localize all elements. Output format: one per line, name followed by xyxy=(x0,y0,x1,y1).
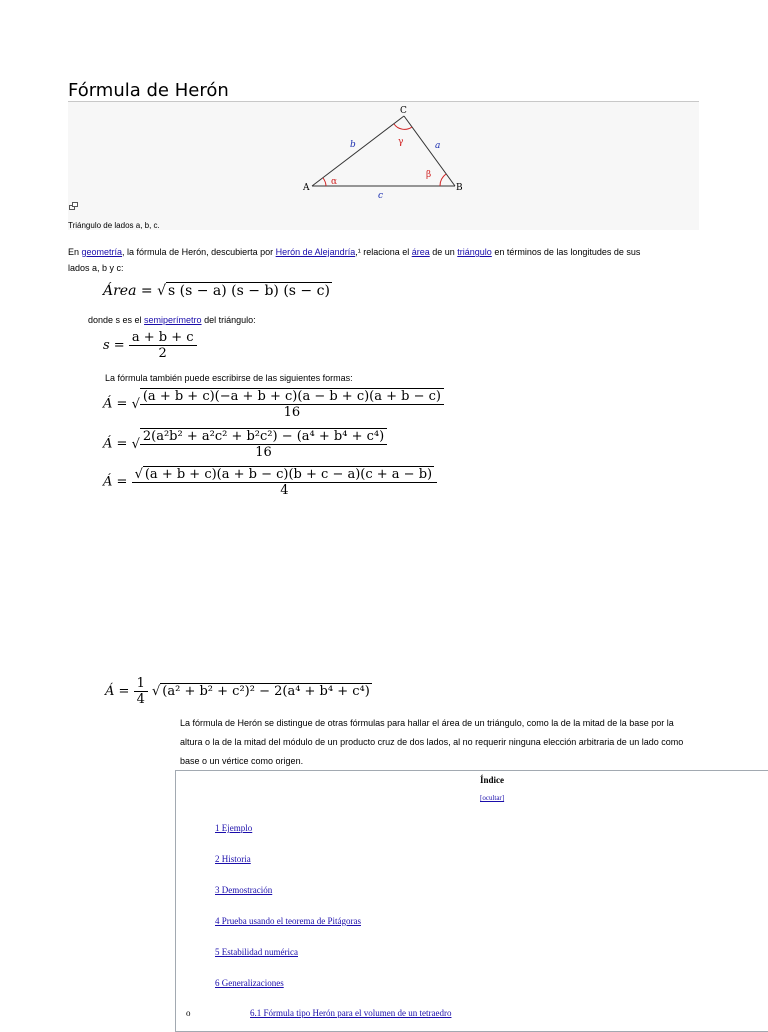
toc-item-3[interactable]: 3 Demostración xyxy=(215,885,273,895)
toc-subitem-6-1[interactable]: 6.1 Fórmula tipo Herón para el volumen de un tetraedro xyxy=(250,1008,452,1018)
donde-text: del triángulo: xyxy=(201,315,256,325)
toc-item-1[interactable]: 1 Ejemplo xyxy=(215,823,253,833)
numerator: (a + b + c)(−a + b + c)(a − b + c)(a + b − c) xyxy=(140,388,444,404)
formula-semiperimeter xyxy=(103,330,197,361)
formula-radicand: (a² + b² + c²)² − 2(a⁴ + b⁴ + c⁴) xyxy=(162,684,370,699)
sqrt-sign: √ xyxy=(157,283,166,299)
vertex-b-label: B xyxy=(456,183,463,193)
intro-text: en términos de las longitudes de sus xyxy=(491,247,641,257)
sqrt-sign: √ xyxy=(131,436,140,452)
intro-paragraph xyxy=(68,244,708,276)
toc-item-6[interactable]: 6 Generalizaciones xyxy=(215,978,284,988)
donde-paragraph xyxy=(88,312,256,328)
denominator: 16 xyxy=(140,444,387,460)
intro-text: , la fórmula de Herón, descubierta por xyxy=(122,247,276,257)
table-of-contents xyxy=(175,770,768,1032)
vertex-a-label: A xyxy=(303,183,310,193)
link-heron[interactable]: Herón de Alejandría xyxy=(275,247,356,257)
alpha-label: α xyxy=(331,177,338,187)
formula-lhs: Á = xyxy=(103,474,128,490)
sqrt-sign: √ xyxy=(131,396,140,412)
toc-toggle-link[interactable]: [ocultar] xyxy=(480,794,505,802)
formula-radicand: s (s − a) (s − b) (s − c) xyxy=(168,283,330,299)
distinction-line: altura o la de la mitad del módulo de un producto cruz de dos lados, al no requerir ninguna elección arbitraria de un lado como xyxy=(180,737,684,747)
toc-item-2[interactable]: 2 Historia xyxy=(215,854,251,864)
fraction xyxy=(140,428,387,460)
distinction-paragraph xyxy=(180,714,740,771)
formula-lhs: Área = xyxy=(103,283,153,299)
denominator: 4 xyxy=(132,482,438,498)
formula-lhs: Á = xyxy=(105,684,130,699)
side-b-label: b xyxy=(350,140,356,150)
toc-title: Índice xyxy=(480,775,505,785)
link-triangulo[interactable]: triángulo xyxy=(457,247,492,257)
fraction xyxy=(132,466,438,498)
link-geometria[interactable]: geometría xyxy=(81,247,123,257)
vertex-c-label: C xyxy=(400,106,407,116)
gamma-label: γ xyxy=(398,137,404,147)
fraction xyxy=(134,676,148,707)
formula-lhs: Á = xyxy=(103,396,128,412)
forms-intro: La fórmula también puede escribirse de las siguientes formas: xyxy=(105,373,353,383)
side-a-label: a xyxy=(435,141,441,151)
numerator: (a + b + c)(a + b − c)(b + c − a)(c + a − b) xyxy=(144,467,433,482)
formula-quarter xyxy=(105,676,372,707)
formula-lhs: Á = xyxy=(103,436,128,452)
numerator: a + b + c xyxy=(131,330,194,345)
toc-item-5[interactable]: 5 Estabilidad numérica xyxy=(215,947,298,957)
side-c-label: c xyxy=(378,191,384,201)
numerator: 2(a²b² + a²c² + b²c²) − (a⁴ + b⁴ + c⁴) xyxy=(140,428,387,444)
sqrt-sign: √ xyxy=(151,684,161,699)
denominator: 2 xyxy=(129,345,197,361)
denominator: 16 xyxy=(140,404,444,420)
formula-form-1 xyxy=(103,388,444,420)
page-title: Fórmula de Herón xyxy=(68,80,229,101)
fraction xyxy=(140,388,444,420)
formula-area xyxy=(103,282,332,299)
beta-label: β xyxy=(426,170,432,180)
distinction-line: La fórmula de Herón se distingue de otras fórmulas para hallar el área de un triángulo, como la de la mitad de la base por la xyxy=(180,718,674,728)
numerator-wrap xyxy=(132,466,438,482)
link-area[interactable]: área xyxy=(411,247,430,257)
formula-form-3 xyxy=(103,466,437,498)
intro-text: ,¹ relaciona el xyxy=(355,247,412,257)
link-semiperimetro[interactable]: semiperímetro xyxy=(144,315,202,325)
toc-bullet: o xyxy=(186,1008,191,1018)
figure-caption: Triángulo de lados a, b, c. xyxy=(68,221,160,230)
formula-form-2 xyxy=(103,428,387,460)
numerator: 1 xyxy=(136,676,145,691)
sqrt-sign: √ xyxy=(134,467,143,482)
triangle-diagram xyxy=(0,0,768,240)
intro-text-line2: lados a, b y c: xyxy=(68,263,124,273)
intro-text: de un xyxy=(429,247,458,257)
intro-text: En xyxy=(68,247,82,257)
toc-item-4[interactable]: 4 Prueba usando el teorema de Pitágoras xyxy=(215,916,361,926)
donde-text: donde s es el xyxy=(88,315,145,325)
magnify-icon[interactable] xyxy=(69,202,79,210)
fraction xyxy=(129,330,197,361)
denominator: 4 xyxy=(134,691,148,707)
formula-lhs: s = xyxy=(103,338,125,353)
distinction-line: base o un vértice como origen. xyxy=(180,756,304,766)
